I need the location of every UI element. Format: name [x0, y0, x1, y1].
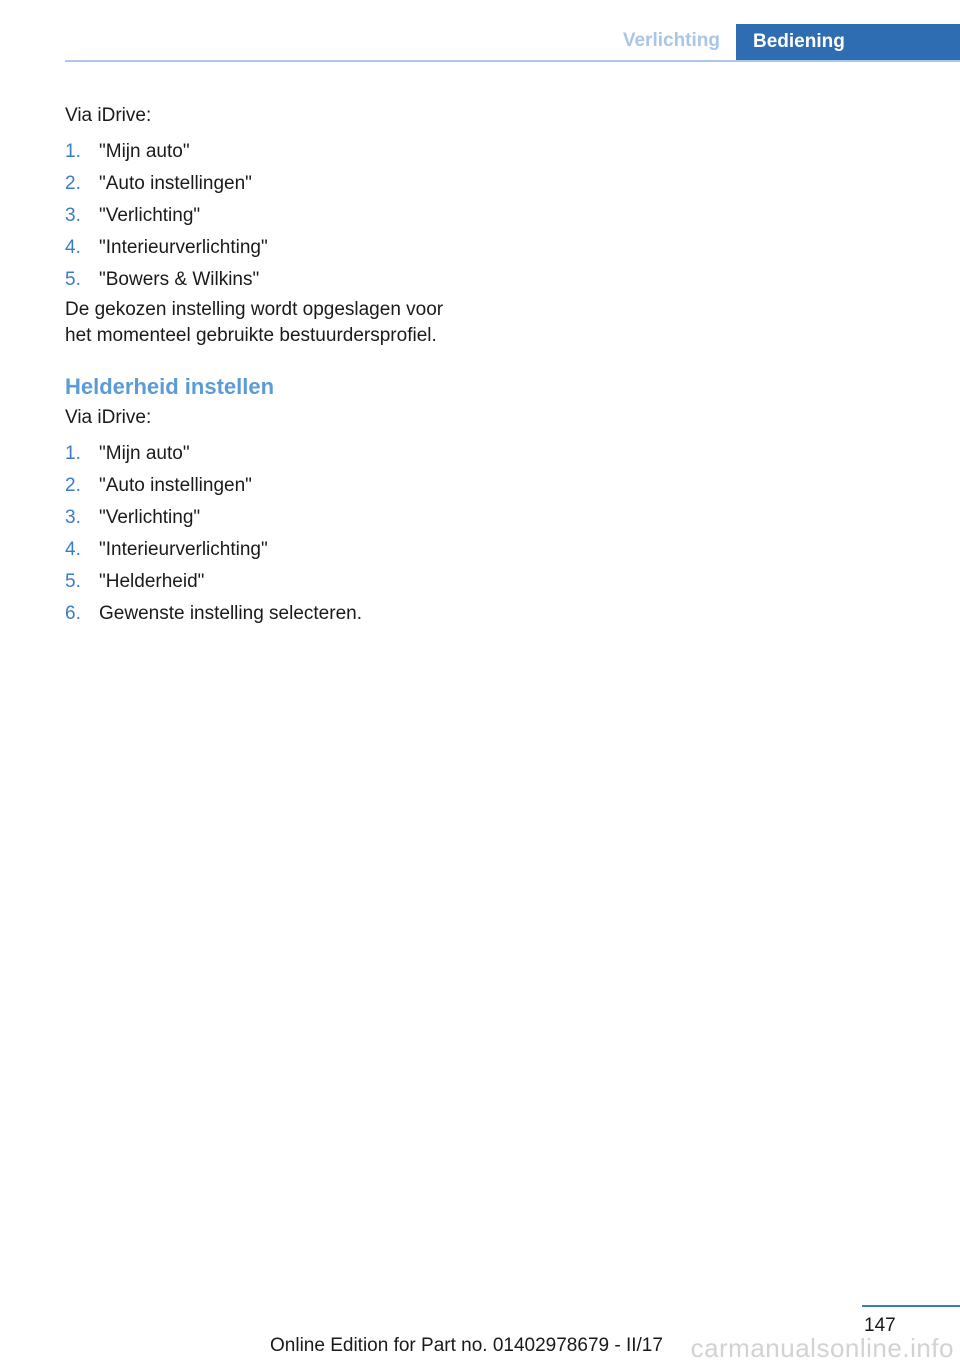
edition-note: Online Edition for Part no. 01402978679 - II/17	[270, 1335, 663, 1356]
step-number: 4.	[65, 539, 81, 560]
block1-steps-list	[65, 139, 485, 299]
block1-note	[65, 297, 485, 349]
step-number: 3.	[65, 205, 81, 226]
block1-note-line2: het momenteel gebruikte bestuurdersprofiel.	[65, 325, 437, 346]
step-text: "Auto instellingen"	[99, 173, 252, 194]
list-item	[65, 537, 485, 569]
header-section-title: Verlichting	[622, 30, 720, 51]
block2-steps-list	[65, 441, 485, 633]
step-text: "Bowers & Wilkins"	[99, 269, 260, 290]
header-divider	[65, 60, 960, 62]
step-number: 4.	[65, 237, 81, 258]
block1-intro: Via iDrive:	[65, 105, 152, 126]
list-item	[65, 569, 485, 601]
step-text: "Helderheid"	[99, 571, 205, 592]
list-item	[65, 139, 485, 171]
list-item	[65, 441, 485, 473]
list-item	[65, 505, 485, 537]
step-text: "Interieurverlichting"	[99, 237, 268, 258]
section-heading-helderheid: Helderheid instellen	[65, 374, 275, 399]
watermark: carmanualsonline.info	[690, 1333, 954, 1363]
step-number: 2.	[65, 173, 81, 194]
page-header	[0, 0, 960, 62]
step-text: "Mijn auto"	[99, 443, 190, 464]
step-number: 1.	[65, 141, 81, 162]
step-number: 5.	[65, 269, 81, 290]
step-text: "Verlichting"	[99, 507, 201, 528]
footer-divider	[862, 1305, 960, 1307]
step-text: "Auto instellingen"	[99, 475, 252, 496]
step-number: 5.	[65, 571, 81, 592]
step-number: 3.	[65, 507, 81, 528]
step-text: "Interieurverlichting"	[99, 539, 268, 560]
header-chapter-tab: Bediening	[736, 24, 960, 62]
page-content	[65, 103, 485, 633]
step-text: "Verlichting"	[99, 205, 201, 226]
list-item	[65, 203, 485, 235]
block1-note-line1: De gekozen instelling wordt opgeslagen voor	[65, 299, 444, 320]
step-text: "Mijn auto"	[99, 141, 190, 162]
step-text: Gewenste instelling selecteren.	[99, 603, 362, 624]
list-item	[65, 473, 485, 505]
list-item	[65, 267, 485, 299]
step-number: 2.	[65, 475, 81, 496]
block2-intro: Via iDrive:	[65, 407, 152, 428]
list-item	[65, 601, 485, 633]
page-number: 147	[864, 1315, 896, 1336]
step-number: 1.	[65, 443, 81, 464]
list-item	[65, 171, 485, 203]
step-number: 6.	[65, 603, 81, 624]
list-item	[65, 235, 485, 267]
